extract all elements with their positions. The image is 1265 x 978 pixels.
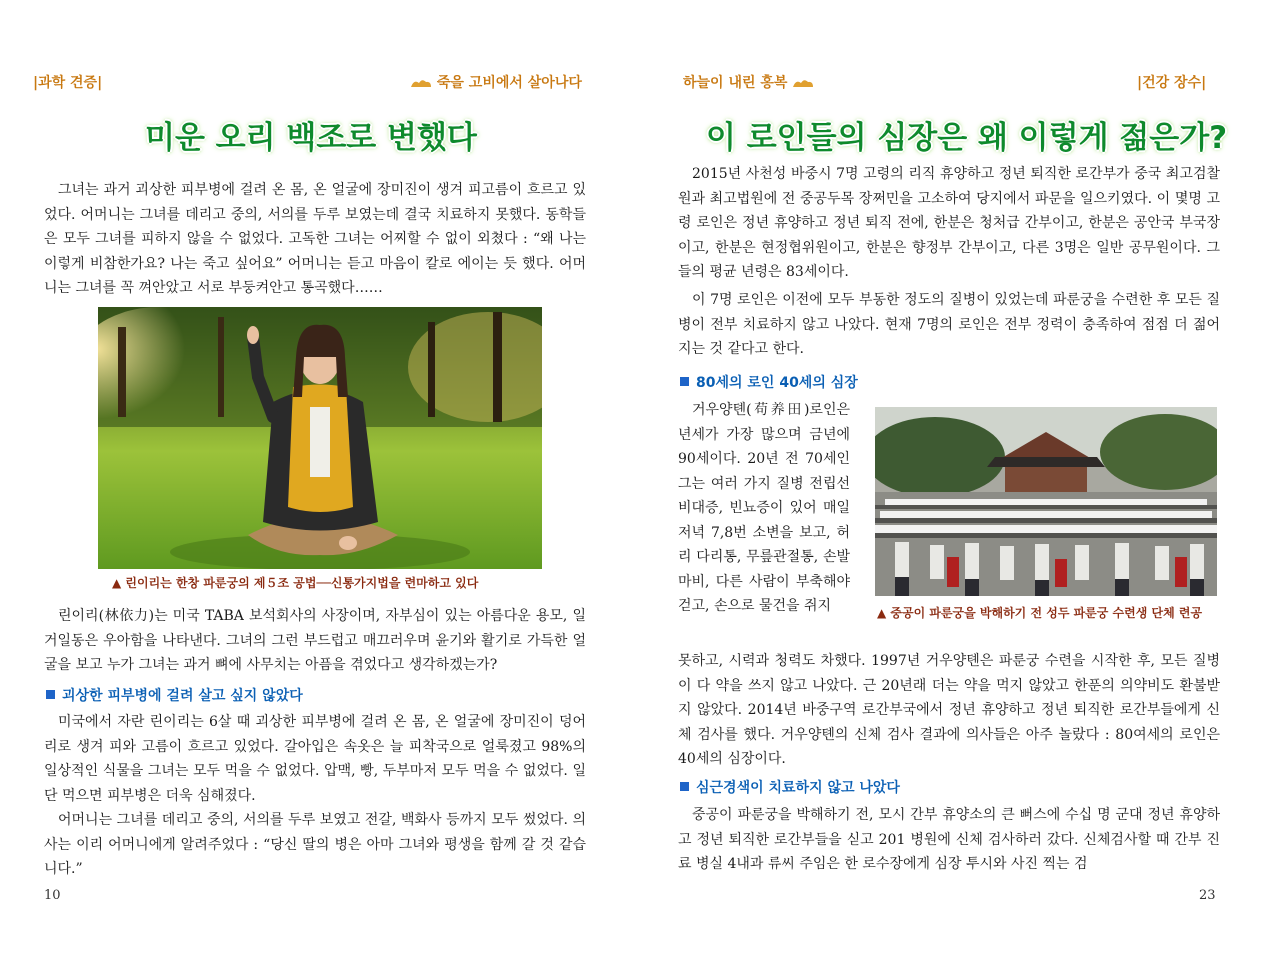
right-subheading-2 [680, 777, 900, 797]
left-page-number: 10 [44, 888, 61, 903]
right-subheading-2-text: 심근경색이 치료하지 않고 나았다 [696, 780, 900, 796]
left-paragraph-4: 어머니는 그녀를 데리고 중의, 서의를 두루 보였고 전갈, 백화사 등까지 모두 썼었다. 의사는 이리 어머니에게 알려주었다 : “당신 딸의 병은 아마 그녀와 평생을 함께 갈 것 같습니다.” [44, 812, 586, 877]
meditation-photo-image [98, 307, 542, 569]
right-header-chapter-text: 하늘이 내린 홍복 [683, 75, 788, 91]
right-paragraph-3-full: 못하고, 시력과 청력도 차했다. 1997년 거우양톈은 파룬궁 수련을 시작한 후, 모든 질병이 다 약을 쓰지 않고 나았다. 근 20년래 더는 약을 먹지 않았고 한푼의 의약비도 환불받지 않았다. 2014년 바중구역 로간부국에서 정년 휴양하고 정년 퇴직한 로간부들에게 신체 검사를 했다. 거우양톈의 신체 검사 결과에 의사들은 아주 놀랐다 : 80여세의 로인은 40세의 심장이다. [678, 653, 1220, 767]
cloud-ornament-icon [410, 77, 432, 89]
left-header-section: |과학 견증| [33, 75, 103, 91]
right-page-title: 이 로인들의 심장은 왜 이렇게 젊은가? [706, 120, 1228, 156]
right-page-number: 23 [1199, 888, 1216, 903]
left-subheading-text: 괴상한 피부병에 걸려 살고 싶지 않았다 [62, 688, 303, 704]
right-page [633, 0, 1265, 978]
left-photo-caption: ▲ 린이리는 한창 파룬궁의 제５조 공법──신통가지법을 련마하고 있다 [112, 576, 479, 590]
left-page-title: 미운 오리 백조로 변했다 [145, 120, 477, 156]
left-paragraph-2: 린이리(林依力)는 미국 TABA 보석회사의 사장이며, 자부심이 있는 아름다운 용모, 일거일동은 우아함을 나타낸다. 그녀의 그런 부드럽고 매끄러우며 윤기와 활기로 가득한 얼굴을 보고 누가 그녀는 과거 뼈에 사무치는 아픔을 겪었다고 생각하겠는가? [44, 608, 586, 673]
right-paragraph-4: 중공이 파룬궁을 박해하기 전, 모시 간부 휴양소의 큰 뻐스에 수십 명 군대 정년 휴양하고 정년 퇴직한 로간부들을 싣고 201 병원에 신체 검사하러 갔다. 신체검사할 때 간부 진료 병실 4내과 류씨 주임은 한 로수장에게 심장 투시와 사진 찍는 검 [678, 807, 1220, 872]
right-subheading-1-text: 80세의 로인 40세의 심장 [696, 375, 858, 391]
right-header-chapter [683, 72, 814, 92]
right-subheading-1 [680, 372, 858, 392]
meditation-photo [98, 307, 542, 569]
cloud-ornament-icon [792, 77, 814, 89]
blue-square-icon [680, 782, 689, 791]
left-page [0, 0, 632, 978]
group-exercise-photo [875, 407, 1217, 596]
right-photo-caption: ▲ 중공이 파룬궁을 박해하기 전 성두 파룬궁 수련생 단체 련공 [877, 606, 1203, 620]
left-header-chapter [410, 72, 582, 92]
right-paragraph-2: 이 7명 로인은 이전에 모두 부동한 정도의 질병이 있었는데 파룬궁을 수련한 후 모든 질병이 전부 치료하지 않고 나았다. 현재 7명의 로인은 전부 정력이 충족하여 점점 더 젊어지는 것 같다고 한다. [678, 292, 1220, 357]
blue-square-icon [680, 377, 689, 386]
right-paragraph-1: 2015년 사천성 바중시 7명 고령의 리직 휴양하고 정년 퇴직한 로간부가 중국 최고검찰원과 최고법원에 전 중공두목 장쩌민을 고소하여 당지에서 파문을 일으키였다. 이 몇명 고령 로인은 정년 휴양하고 정년 퇴직 전에, 한분은 청처급 간부이고, 한분은 공안국 부국장이고, 한분은 현정협위원이고, 한분은 향정부 간부이고, 다른 3명은 일반 공무원이다. 그들의 평균 년령은 83세이다. [678, 166, 1220, 280]
left-paragraph-1: 그녀는 과거 괴상한 피부병에 걸려 온 몸, 온 얼굴에 장미진이 생겨 피고름이 흐르고 있었다. 어머니는 그녀를 데리고 중의, 서의를 두루 보였는데 결국 치료하지 못했다. 동학들은 모두 그녀를 피하지 않을 수 없었다. 고독한 그녀는 어찌할 수 없이 외쳤다 : “왜 나는 이렇게 비참한가요? 나는 죽고 싶어요” 어머니는 듣고 마음이 칼로 에이는 듯 했다. 어머니는 그녀를 꼭 껴안았고 서로 부둥켜안고 통곡했다…… [44, 182, 586, 296]
blue-square-icon [46, 690, 55, 699]
left-subheading [46, 685, 303, 705]
left-header-chapter-text: 죽을 고비에서 살아나다 [436, 75, 582, 91]
group-exercise-photo-image [875, 407, 1217, 596]
right-paragraph-3-wrap: 거우양톈(苟养田)로인은 년세가 가장 많으며 금년에 90세이다. 20년 전 70세인 그는 여러 가지 질병 전립선 비대증, 빈뇨증이 있어 매일 저녁 7,8번 소변을 보고, 허리 다리통, 무릎관절통, 손발마비, 다른 사람이 부축해야 걷고, 손으로 물건을 쥐지 [678, 402, 850, 614]
right-header-section: |건강 장수| [1137, 75, 1207, 91]
left-paragraph-3: 미국에서 자란 린이리는 6살 때 괴상한 피부병에 걸려 온 몸, 온 얼굴에 장미진이 덩어리로 생겨 피와 고름이 흐르고 있었다. 갈아입은 속옷은 늘 피착국으로 얼룩졌고 98%의 일상적인 식물을 그녀는 모두 먹을 수 없었다. 압맥, 빵, 두부마저 모두 먹을 수 없었다. 일단 먹으면 피부병은 더욱 심해졌다. [44, 714, 586, 804]
crowd-rows [875, 499, 1217, 533]
